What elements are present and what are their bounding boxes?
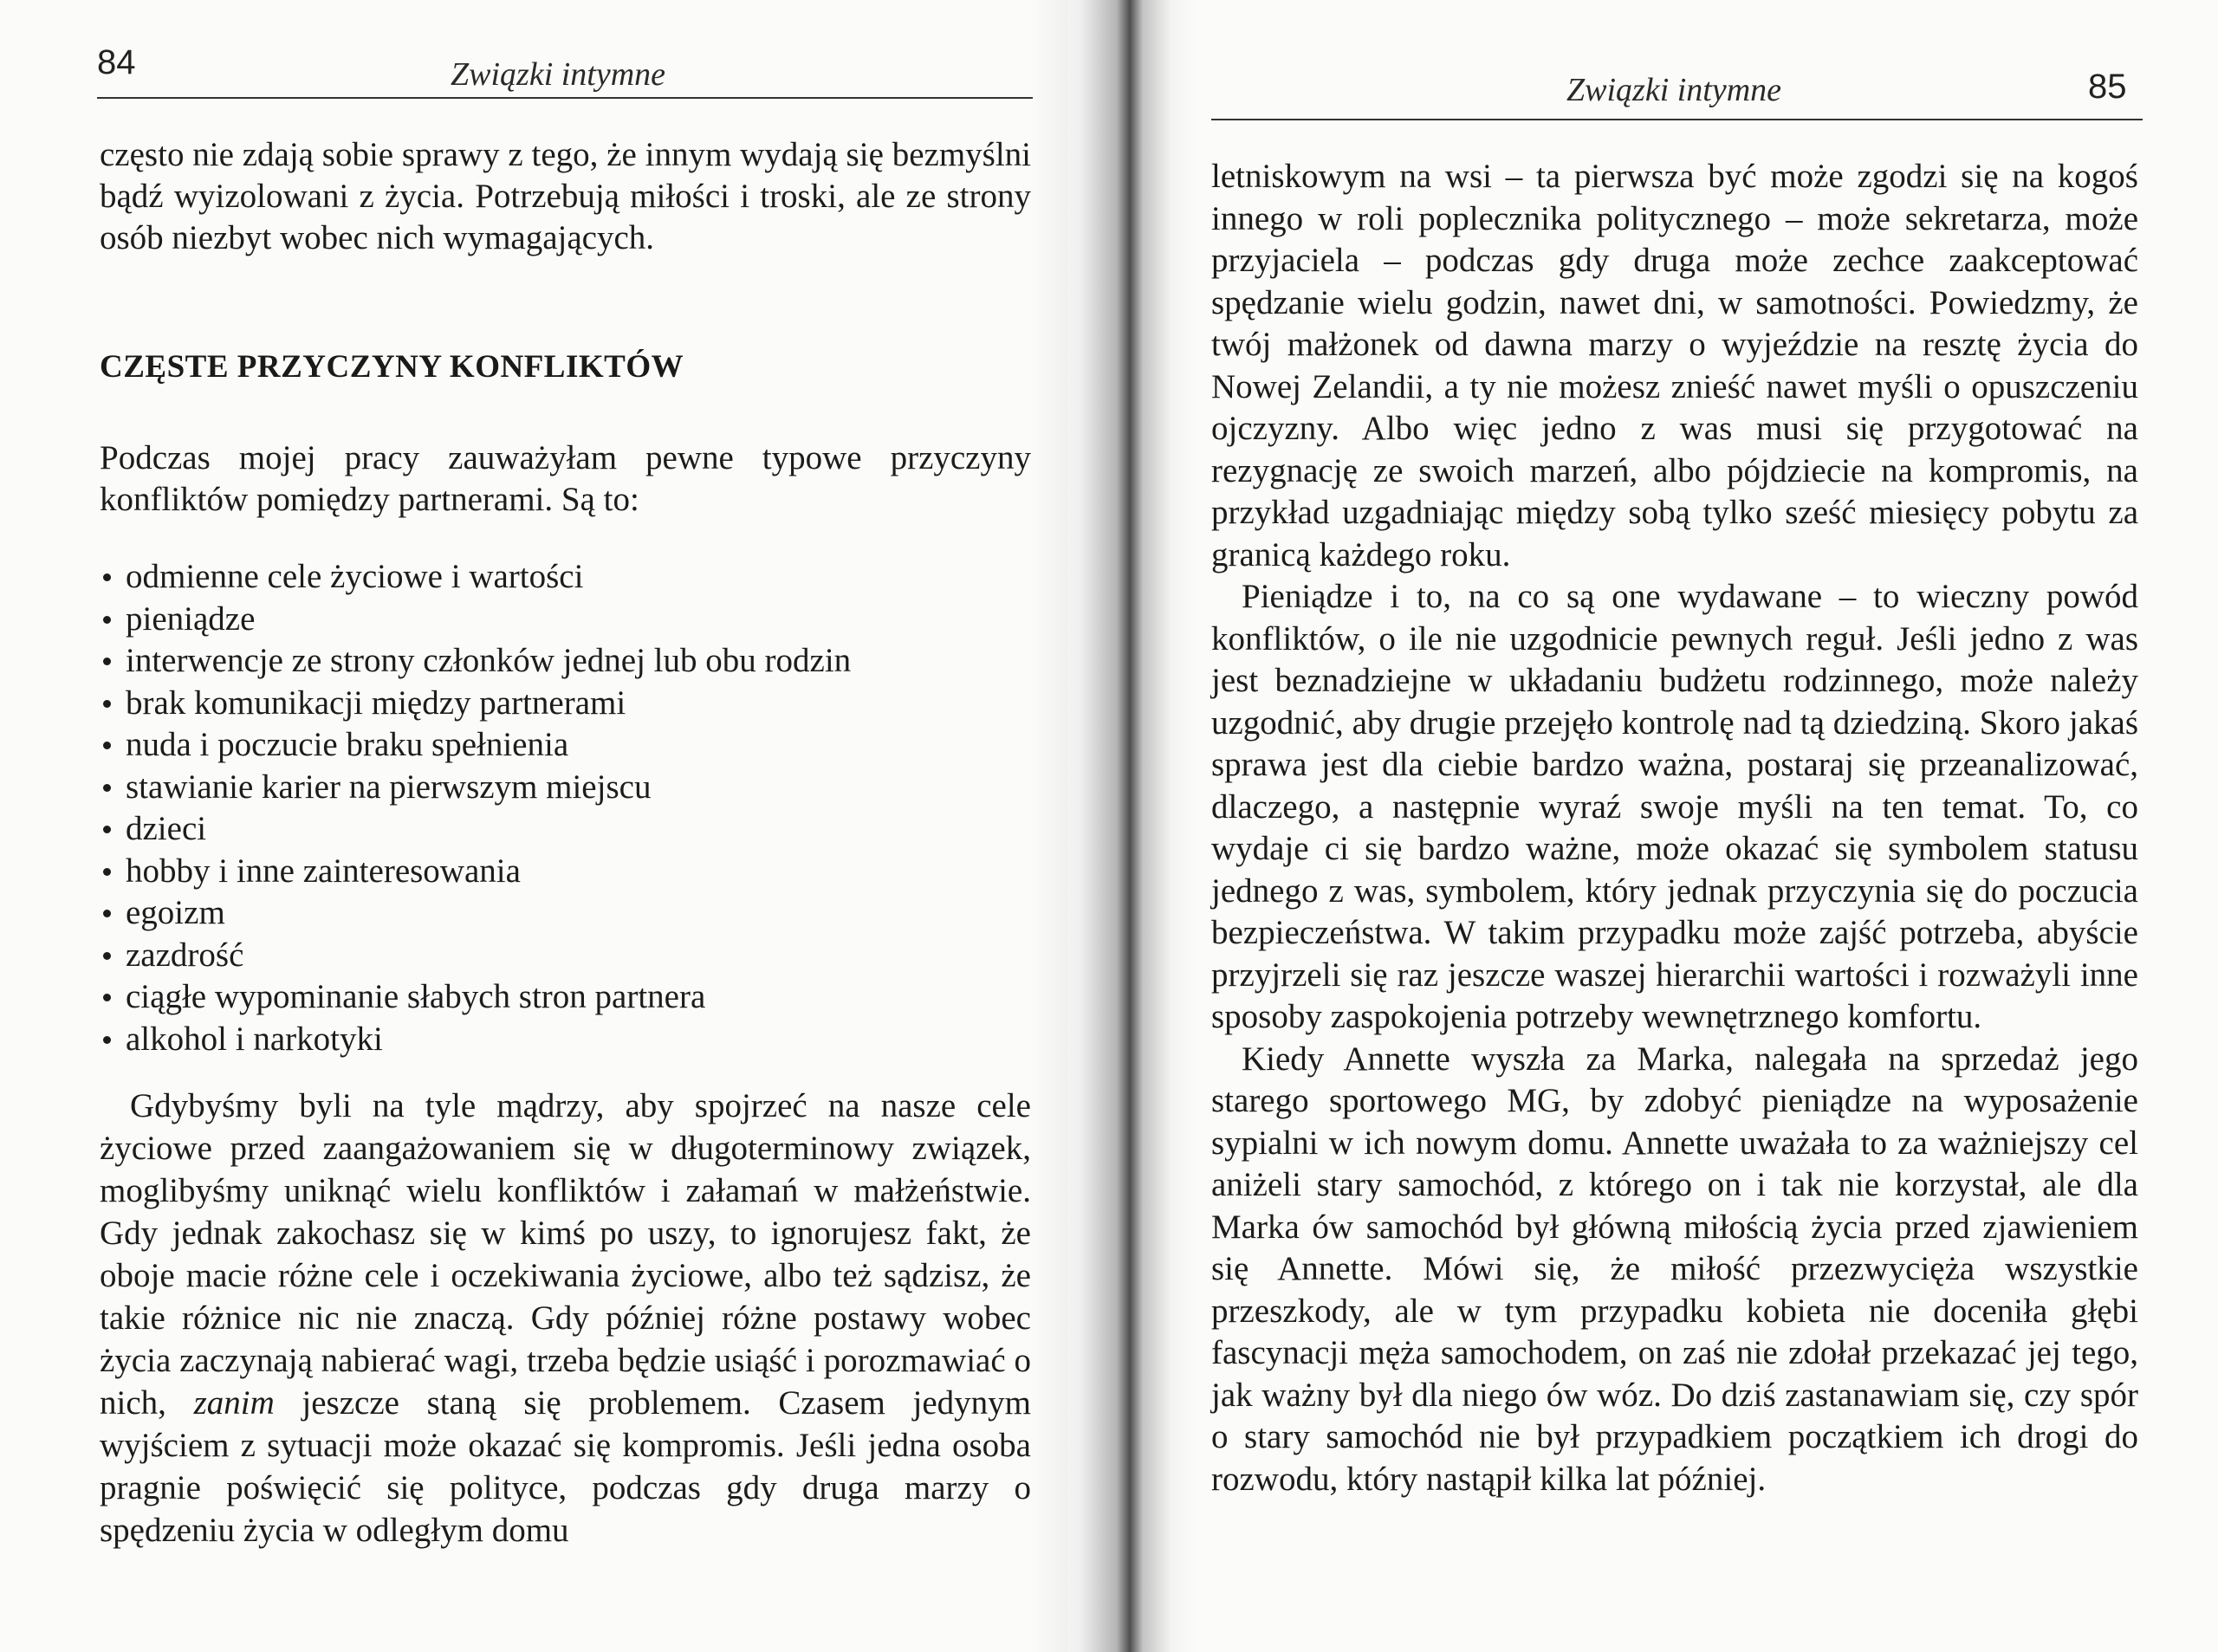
list-item: hobby i inne zainteresowania bbox=[100, 851, 851, 893]
section-heading: CZĘSTE PRZYCZYNY KONFLIKTÓW bbox=[100, 349, 684, 385]
right-paragraph-2: Pieniądze i to, na co są one wydawane – to wieczny powód konfliktów, o ile nie uzgodnicie pewnych reguł. Jeśli jedno z was jest beznadziejne w układaniu budżetu rodzinnego, może należy uzgodnić, aby drugie przejęło kontrolę nad tą dziedziną. Skoro jakaś sprawa jest dla ciebie bardzo ważna, postaraj się przeanalizować, dlaczego, a następnie wyraź swoje myśli na ten temat. To, co wydaje ci się bardzo ważne, może okazać się symbolem statusu jednego z was, symbolem, który jednak przyczynia się do poczucia bezpieczeństwa. W takim przypadku może zajść potrzeba, abyście przyjrzeli się raz jeszcze waszej hierarchii wartości i rozważyli inne sposoby zaspokojenia potrzeby wewnętrznego komfortu. bbox=[1211, 578, 2138, 1035]
bullet-icon bbox=[103, 868, 111, 876]
left-page-number: 84 bbox=[97, 43, 136, 81]
right-running-head: Związki intymne bbox=[1566, 72, 1782, 108]
bullet-icon bbox=[103, 658, 111, 665]
right-header-rule bbox=[1211, 119, 2143, 120]
right-paragraph-1: letniskowym na wsi – ta pierwsza być może zgodzi się na kogoś innego w roli poplecznika politycznego – może sekretarza, może przyjaciela – podczas gdy druga może zechce zaakceptować spędzanie wielu godzin, nawet dni, w samotności. Powiedzmy, że twój małżonek od dawna marzy o wyjeździe na resztę życia do Nowej Zelandii, a ty nie możesz znieść nawet myśli o opuszczeniu ojczyzny. Albo więc jedno z was musi się przygotować na rezygnację ze swoich marzeń, albo pójdziecie na kompromis, na przykład uzgadniając między sobą tylko sześć miesięcy pobytu za granicą każdego roku. bbox=[1211, 158, 2138, 573]
right-page-number: 85 bbox=[2088, 68, 2127, 106]
bullet-icon bbox=[103, 616, 111, 624]
list-item: pieniądze bbox=[100, 599, 851, 641]
list-item: ciągłe wypominanie słabych stron partnera bbox=[100, 976, 851, 1019]
right-text-block bbox=[1211, 156, 2138, 1500]
list-item: dzieci bbox=[100, 808, 851, 851]
list-item: stawianie karier na pierwszym miejscu bbox=[100, 767, 851, 809]
bullet-icon bbox=[103, 700, 111, 708]
left-running-head: Związki intymne bbox=[451, 56, 666, 93]
left-header-rule bbox=[97, 97, 1033, 99]
bullet-icon bbox=[103, 784, 111, 792]
list-item: interwencje ze strony członków jednej lub obu rodzin bbox=[100, 640, 851, 683]
list-item: odmienne cele życiowe i wartości bbox=[100, 556, 851, 599]
list-item: egoizm bbox=[100, 892, 851, 935]
left-closing-paragraph: Gdybyśmy byli na tyle mądrzy, aby spojrzeć na nasze cele życiowe przed zaangażowaniem się w długoterminowy związek, moglibyśmy uniknąć wielu konfliktów i załamań w małżeństwie. Gdy jednak zakochasz się w kimś po uszy, to ignorujesz fakt, że oboje macie różne cele i oczekiwania życiowe, albo też sądzisz, że takie różnice nic nie znaczą. Gdy później różne postawy wobec życia zaczynają nabierać wagi, trzeba będzie usiąść i porozmawiać o nich, zanim jeszcze staną się problemem. Czasem jedynym wyjściem z sytuacji może okazać się kompromis. Jeśli jedna osoba pragnie poświęcić się polityce, podczas gdy druga marzy o spędzeniu życia w odległym domu bbox=[100, 1087, 1031, 1549]
bullet-icon bbox=[103, 952, 111, 960]
emphasis-word: zanim bbox=[193, 1384, 275, 1422]
book-gutter bbox=[1031, 0, 1196, 1652]
bullet-icon bbox=[103, 573, 111, 581]
bullet-icon bbox=[103, 826, 111, 833]
bullet-icon bbox=[103, 910, 111, 917]
left-closing-block bbox=[100, 1085, 1031, 1552]
bullet-icon bbox=[103, 742, 111, 749]
list-item: nuda i poczucie braku spełnienia bbox=[100, 724, 851, 767]
list-item: alkohol i narkotyki bbox=[100, 1019, 851, 1061]
list-item: brak komunikacji między partnerami bbox=[100, 683, 851, 725]
left-intro-block bbox=[100, 134, 1031, 259]
list-intro-paragraph: Podczas mojej pracy zauważyłam pewne typowe przyczyny konfliktów pomiędzy partnerami. Są to: bbox=[100, 439, 1031, 518]
bullet-icon bbox=[103, 994, 111, 1001]
left-intro-paragraph: często nie zdają sobie sprawy z tego, że innym wydają się bezmyślni bądź wyizolowani z życia. Potrzebują miłości i troski, ale ze strony osób niezbyt wobec nich wymagających. bbox=[100, 136, 1031, 256]
list-item: zazdrość bbox=[100, 935, 851, 977]
list-intro-block bbox=[100, 437, 1031, 521]
right-paragraph-3: Kiedy Annette wyszła za Marka, nalegała na sprzedaż jego starego sportowego MG, by zdobyć pieniądze na wyposażenie sypialni w ich nowym domu. Annette uważała to za ważniejszy cel aniżeli stary samochód, z którego on i tak nie korzystał, ale dla Marka ów samochód był główną miłością życia przed zjawieniem się Annette. Mówi się, że miłość przezwycięża wszystkie przeszkody, ale w tym przypadku kobieta nie doceniła głębi fascynacji męża samochodem, on zaś nie zdołał przekazać jej tego, jak ważny był dla niego ów wóz. Do dziś zastanawiam się, czy spór o stary samochód nie był przypadkiem początkiem ich drogi do rozwodu, który nastąpił kilka lat później. bbox=[1211, 1040, 2138, 1498]
bullet-icon bbox=[103, 1036, 111, 1044]
conflict-causes-list bbox=[100, 556, 851, 1060]
